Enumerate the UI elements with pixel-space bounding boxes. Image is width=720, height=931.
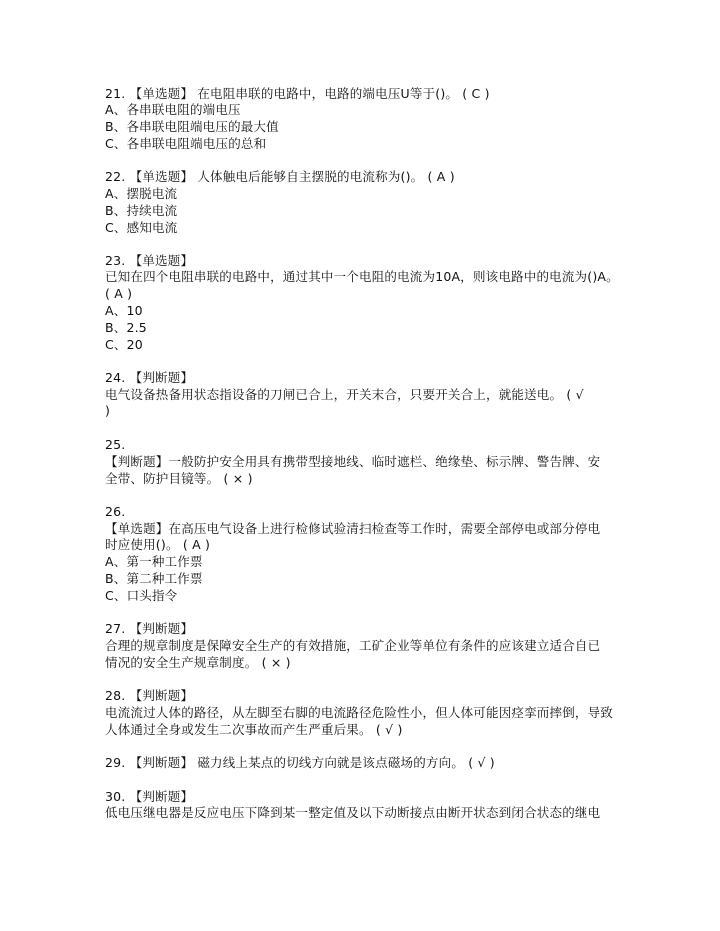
question-25-stem-cont: 全带、防护目镜等。 ( × ): [105, 471, 253, 486]
question-24-stem-cont: ): [105, 403, 111, 418]
question-30-stem: 低电压继电器是反应电压下降到某一整定值及以下动断接点由断开状态到闭合状态的继电: [105, 805, 601, 820]
question-26-number: 26.: [105, 504, 126, 519]
question-26-option-b: B、第二种工作票: [105, 571, 203, 586]
question-24-header: 24. 【判断题】: [105, 370, 194, 385]
question-21-stem: 21. 【单选题】 在电阻串联的电路中，电路的端电压U等于()。 ( C ): [105, 86, 490, 101]
question-26-option-a: A、第一种工作票: [105, 554, 203, 569]
question-22-option-a: A、摆脱电流: [105, 186, 178, 201]
question-30-header: 30. 【判断题】: [105, 789, 194, 804]
question-23-option-b: B、2.5: [105, 320, 147, 335]
question-25-stem: 【判断题】一般防护安全用具有携带型接地线、临时遮栏、绝缘垫、标示牌、警告牌、安: [105, 454, 601, 469]
question-21-option-a: A、各串联电阻的端电压: [105, 102, 241, 117]
question-28-stem-cont: 人体通过全身或发生二次事故而产生严重后果。 ( √ ): [105, 722, 403, 737]
question-23-header: 23. 【单选题】: [105, 253, 194, 268]
question-23-option-c: C、20: [105, 337, 143, 352]
question-23-stem: 已知在四个电阻串联的电路中，通过其中一个电阻的电流为10A，则该电路中的电流为()A。: [105, 269, 619, 284]
question-23-option-a: A、10: [105, 303, 143, 318]
question-21-option-b: B、各串联电阻端电压的最大值: [105, 119, 279, 134]
question-25-number: 25.: [105, 437, 126, 452]
question-22-stem: 22. 【单选题】 人体触电后能够自主摆脱的电流称为()。 ( A ): [105, 169, 455, 184]
question-21-option-c: C、各串联电阻端电压的总和: [105, 136, 267, 151]
question-22-option-c: C、感知电流: [105, 220, 178, 235]
question-26-stem-cont: 时应使用()。 ( A ): [105, 537, 211, 552]
question-28-header: 28. 【判断题】: [105, 688, 194, 703]
question-28-stem: 电流流过人体的路径，从左脚至右脚的电流路径危险性小，但人体可能因痉挛而摔倒，导致: [105, 705, 614, 720]
question-27-stem-cont: 情况的安全生产规章制度。 ( × ): [105, 655, 291, 670]
question-23-answer: ( A ): [105, 286, 133, 301]
question-22-option-b: B、持续电流: [105, 203, 178, 218]
question-27-stem: 合理的规章制度是保障安全生产的有效措施，工矿企业等单位有条件的应该建立适合自已: [105, 638, 601, 653]
question-29-stem: 29. 【判断题】 磁力线上某点的切线方向就是该点磁场的方向。 ( √ ): [105, 755, 495, 770]
question-24-stem: 电气设备热备用状态指设备的刀闸已合上，开关末合，只要开关合上，就能送电。 ( √: [105, 387, 584, 402]
question-27-header: 27. 【判断题】: [105, 621, 194, 636]
question-26-stem: 【单选题】在高压电气设备上进行检修试验清扫检查等工作时，需要全部停电或部分停电: [105, 521, 601, 536]
question-26-option-c: C、口头指令: [105, 588, 178, 603]
